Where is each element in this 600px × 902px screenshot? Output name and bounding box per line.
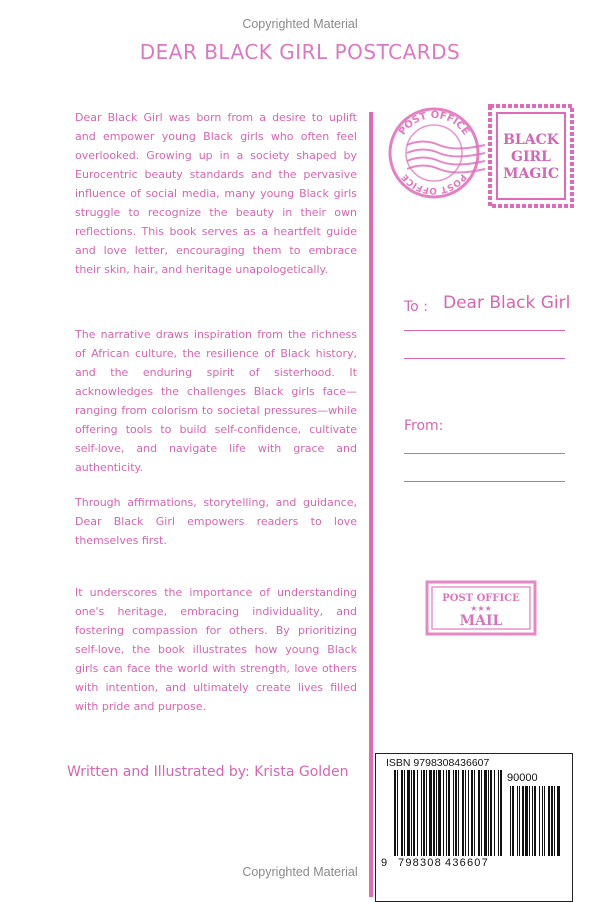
from-label: From: [404,418,444,434]
barcode-bar [478,770,480,856]
barcode-bar [488,770,489,856]
description-paragraph: It underscores the importance of understanding one's heritage, embracing individuality, and fostering compassion for others. By prioritizing self-love, the book illustrates how young Black girls can face the world with strength, love others with intention, and ultimately create lives filled with pride and purpose. [75,586,357,713]
address-line [404,330,565,331]
barcode-bar [498,770,499,856]
description-paragraph: Dear Black Girl was born from a desire to uplift and empower young Black girls who often feel overlooked. Growing up in a society shaped by Eurocentric beauty standards and the pervasive influence of social media, many young Black girls struggle to recognize the beauty in their own reflections. This book serves as a heartfelt guide and love letter, encouraging them to embrace their skin, hair, and heritage unapologetically. [75,111,357,276]
isbn-barcode [386,770,566,856]
barcode-digit-lead: 9 [381,857,389,869]
to-label: To : [404,299,428,315]
barcode-bar [448,770,450,856]
barcode-bar [490,770,492,856]
stamp-line-2: GIRL [511,149,551,165]
barcode-bar [458,770,459,856]
barcode-bar [494,770,495,856]
barcode-bar [423,770,425,856]
barcode-bar [426,770,427,856]
copyright-watermark-bottom: Copyrighted Material [242,865,358,879]
barcode-bar [401,770,403,856]
barcode-bar [500,770,502,856]
post-office-mail-stamp [425,580,537,636]
postmark-wavy-lines [407,142,485,173]
description-paragraph: Through affirmations, storytelling, and guidance, Dear Black Girl empowers readers to love themselves first. [75,496,357,547]
barcode-bar [421,770,422,856]
barcode-bar [404,770,405,856]
barcode-bar [484,770,487,856]
barcode-bar [474,770,475,856]
barcode-bar [554,786,555,856]
barcode-bar [557,786,560,856]
address-line [404,358,565,359]
address-line [404,453,565,454]
barcode-bar [429,770,432,856]
mail-stamp-stars: ★★★ [470,604,492,613]
barcode-bar [551,786,553,856]
barcode-bar [481,770,482,856]
barcode-digits-left: 798308 [398,857,442,869]
mail-stamp-line-2: MAIL [459,613,503,629]
postmark-stamp [385,105,485,200]
stamp-line-1: BLACK [503,132,559,148]
barcode-bar [407,770,410,856]
barcode-bar [397,770,398,856]
barcode-bar [539,786,540,856]
barcode-bar [544,786,545,856]
barcode-bar [453,770,454,856]
barcode-bar [542,786,543,856]
address-line [404,481,565,482]
svg-text:POST OFFICE [397,110,471,138]
description-paragraph: The narrative draws inspiration from the richness of African culture, the resilience of Black history, and the enduring spirit of sisterhood. It acknowledges the challenges Black girls face—ranging from colorism to societal pressures—while offering tools to build self-confidence, cultivate self-love, and navigate life with grace and authenticity. [75,328,357,474]
barcode-bar [534,786,536,856]
black-girl-magic-stamp [488,104,574,208]
stamp-line-3: MAGIC [502,166,560,182]
barcode-bar [512,786,514,856]
copyright-watermark-top: Copyrighted Material [242,17,358,31]
postcard-divider [369,112,373,897]
author-credit: Written and Illustrated by: Krista Golden [67,764,349,780]
barcode-bar [417,770,418,856]
barcode-bar [468,770,469,856]
barcode-bar [443,770,444,856]
recipient-name: Dear Black Girl [443,293,571,313]
barcode-bar [436,770,437,856]
barcode-bar [411,770,412,856]
isbn-label: ISBN 9798308436607 [386,757,490,769]
barcode-bar [525,786,528,856]
barcode-bar [510,786,511,856]
barcode-bar [433,770,435,856]
barcode-bar [446,770,447,856]
barcode-bar [471,770,473,856]
barcode-bar [455,770,457,856]
barcode-bar [394,770,396,856]
postmark-text-bottom: POST OFFICE [400,171,468,196]
barcode-bar [438,770,441,856]
barcode-bar [532,786,533,856]
barcode-bar [462,770,464,856]
barcode-digits-right: 436607 [445,857,489,869]
barcode-bar [522,786,524,856]
barcode-bar [465,770,466,856]
mail-stamp-line-1: POST OFFICE [442,593,520,604]
barcode-bar [519,786,520,856]
barcode-bar [548,786,550,856]
barcode-bar [517,786,518,856]
barcode-bar [529,786,530,856]
page-title: DEAR BLACK GIRL POSTCARDS [139,40,461,64]
barcode-bar [413,770,415,856]
postmark-text-top: POST OFFICE [396,109,472,138]
price-code: 90000 [507,772,538,784]
